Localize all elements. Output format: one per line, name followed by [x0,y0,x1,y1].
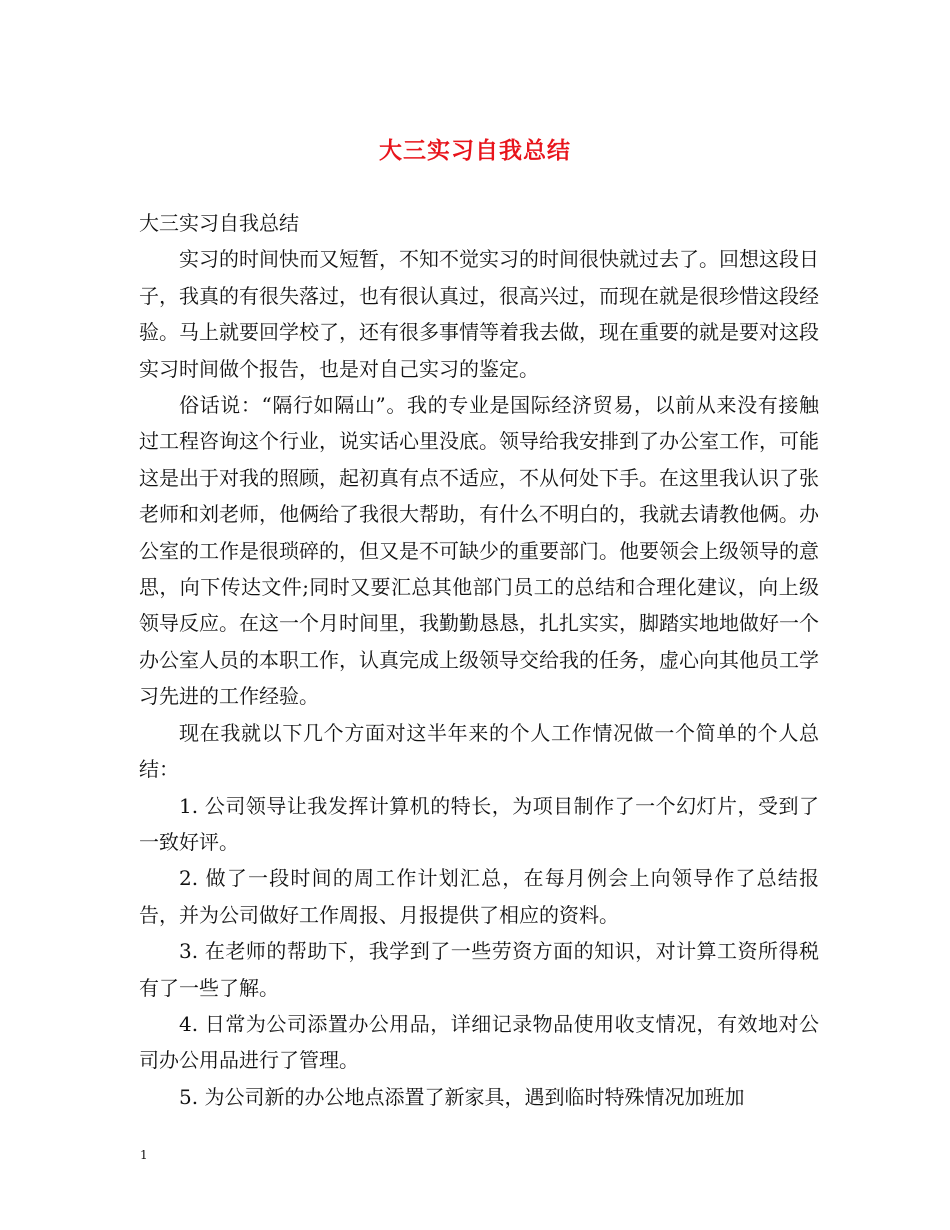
paragraph-experience: 俗话说：“隔行如隔山”。我的专业是国际经济贸易，以前从来没有接触过工程咨询这个行业，说实话心里没底。领导给我安排到了办公室工作，可能这是出于对我的照顾，起初真有点不适应，不从何处下手。在这里我认识了张老师和刘老师，他俩给了我很大帮助，有什么不明白的，我就去请教他俩。办公室的工作是很琐碎的，但又是不可缺少的重要部门。他要领会上级领导的意思，向下传达文件;同时又要汇总其他部门员工的总结和合理化建议，向上级领导反应。在这一个月时间里，我勤勤恳恳，扎扎实实，脚踏实地地做好一个办公室人员的本职工作，认真完成上级领导交给我的任务，虚心向其他员工学习先进的工作经验。 [139,393,819,709]
list-item-2: 2. 做了一段时间的周工作计划汇总，在每月例会上向领导作了总结报告，并为公司做好工作周报、月报提供了相应的资料。 [139,866,819,927]
paragraph-intro: 实习的时间快而又短暂，不知不觉实习的时间很快就过去了。回想这段日子，我真的有很失落过，也有很认真过，很高兴过，而现在就是很珍惜这段经验。马上就要回学校了，还有很多事情等着我去做，现在重要的就是要对这段实习时间做个报告，也是对自己实习的鉴定。 [139,247,819,381]
page-number: 1 [140,1148,148,1162]
list-item-5: 5. 为公司新的办公地点添置了新家具，遇到临时特殊情况加班加 [179,1084,745,1109]
list-item-3: 3. 在老师的帮助下，我学到了一些劳资方面的知识，对计算工资所得税有了一些了解。 [139,939,819,1000]
paragraph-summary-intro: 现在我就以下几个方面对这半年来的个人工作情况做一个简单的个人总结： [139,720,819,782]
document-subtitle: 大三实习自我总结 [139,211,299,235]
document-title: 大三实习自我总结 [379,137,571,164]
document-body [139,205,819,1115]
list-item-1: 1. 公司领导让我发挥计算机的特长，为项目制作了一个幻灯片，受到了一致好评。 [139,793,819,854]
list-item-4: 4. 日常为公司添置办公用品，详细记录物品使用收支情况，有效地对公司办公用品进行了管理。 [139,1011,819,1073]
